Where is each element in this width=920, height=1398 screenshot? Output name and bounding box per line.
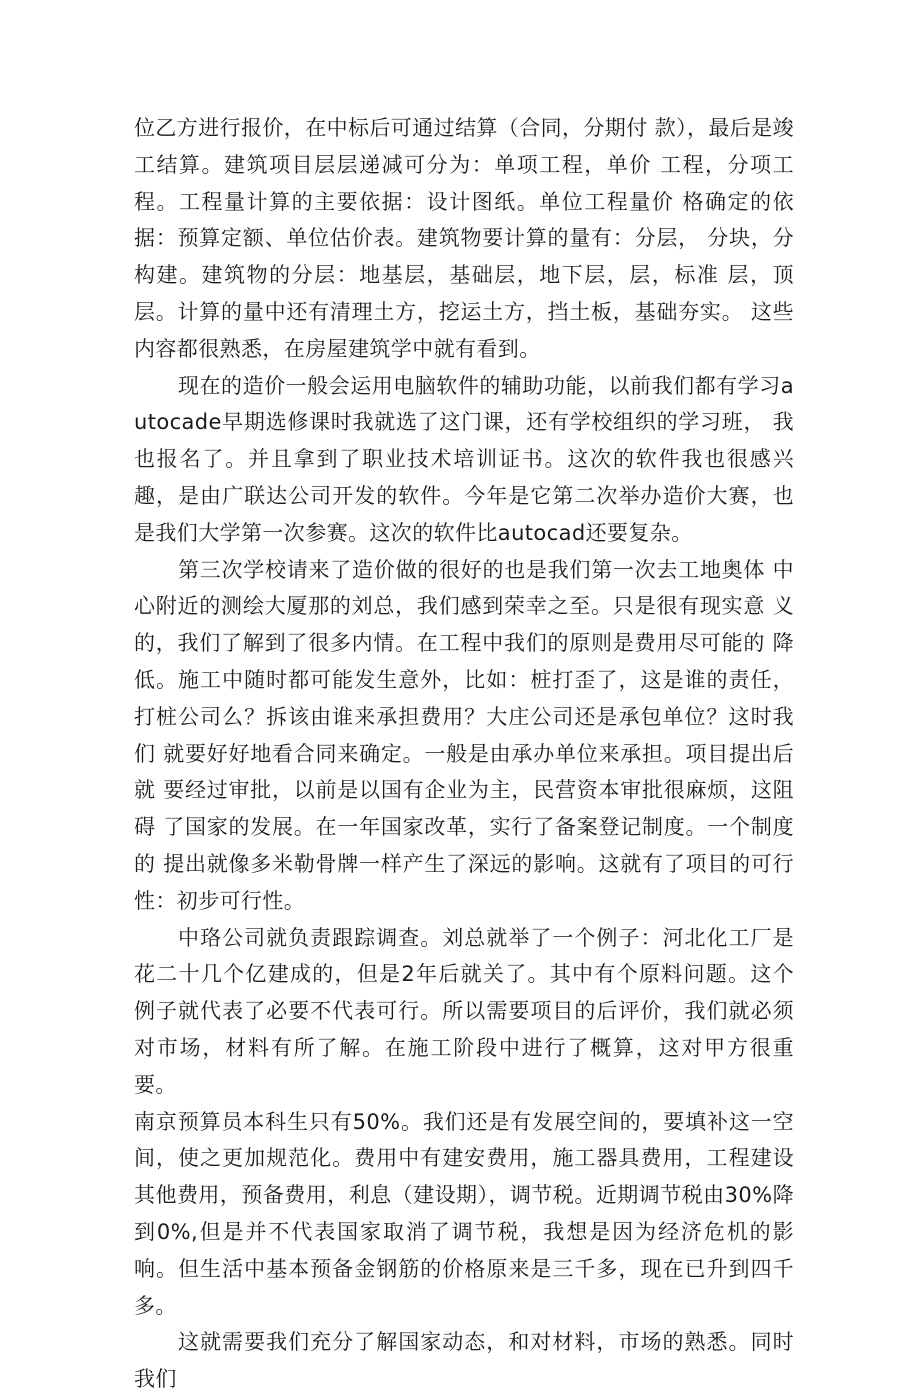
paragraph-5: 南京预算员本科生只有50%。我们还是有发展空间的，要填补这一空 间，使之更加规范化。费用中有建安费用，施工器具费用，工程建设 其他费用，预备费用，利息（建设期），调节税。近期调节税由30%降 到0%,但是并不代表国家取消了调节税，我想是因为经济危机的影 响。但生活中基本预备金钢筋的价格原来是三千多，现在已升到四千 多。 [134,1109,794,1318]
paragraph-4: 中珞公司就负责跟踪调查。刘总就举了一个例子：河北化工厂是 花二十几个亿建成的，但是2年后就关了。其中有个原料问题。这个 例子就代表了必要不代表可行。所以需要项目的后评价，我们就必须 对市场，材料有所了解。在施工阶段中进行了概算，这对甲方很重要。 [134,925,794,1097]
paragraph-1: 位乙方进行报价，在中标后可通过结算（合同，分期付 款），最后是竣工结算。建筑项目层层递减可分为：单项工程，单价 工程，分项工程。工程量计算的主要依据：设计图纸。单位工程量价 格确定的依据：预算定额、单位估价表。建筑物要计算的量有：分层， 分块，分构建。建筑物的分层：地基层，基础层，地下层，层，标准 层，顶层。计算的量中还有清理土方，挖运土方，挡土板，基础夯实。 这些内容都很熟悉，在房屋建筑学中就有看到。 [134,116,794,361]
paragraph-2: 现在的造价一般会运用电脑软件的辅助功能，以前我们都有学习autocade早期选修课时我就选了这门课，还有学校组织的学习班， 我也报名了。并且拿到了职业技术培训证书。这次的软件我也很感兴 趣，是由广联达公司开发的软件。今年是它第二次举办造价大赛，也 是我们大学第一次参赛。这次的软件比autocad还要复杂。 [134,373,794,545]
body-text [134,110,794,1398]
paragraph-6: 这就需要我们充分了解国家动态，和对材料，市场的熟悉。同时 我们 [134,1330,794,1392]
paragraph-3: 第三次学校请来了造价做的很好的也是我们第一次去工地奥体 中心附近的测绘大厦那的刘总，我们感到荣幸之至。只是很有现实意 义的，我们了解到了很多内情。在工程中我们的原则是费用尽可能的 降低。施工中随时都可能发生意外，比如：桩打歪了，这是谁的责任， 打桩公司么？拆该由谁来承担费用？大庄公司还是承包单位？这时我们 就要好好地看合同来确定。一般是由承办单位来承担。项目提出后就 要经过审批，以前是以国有企业为主，民营资本审批很麻烦，这阻碍 了国家的发展。在一年国家改革，实行了备案登记制度。一个制度的 提出就像多米勒骨牌一样产生了深远的影响。这就有了项目的可行性：初步可行性。 [134,557,794,913]
